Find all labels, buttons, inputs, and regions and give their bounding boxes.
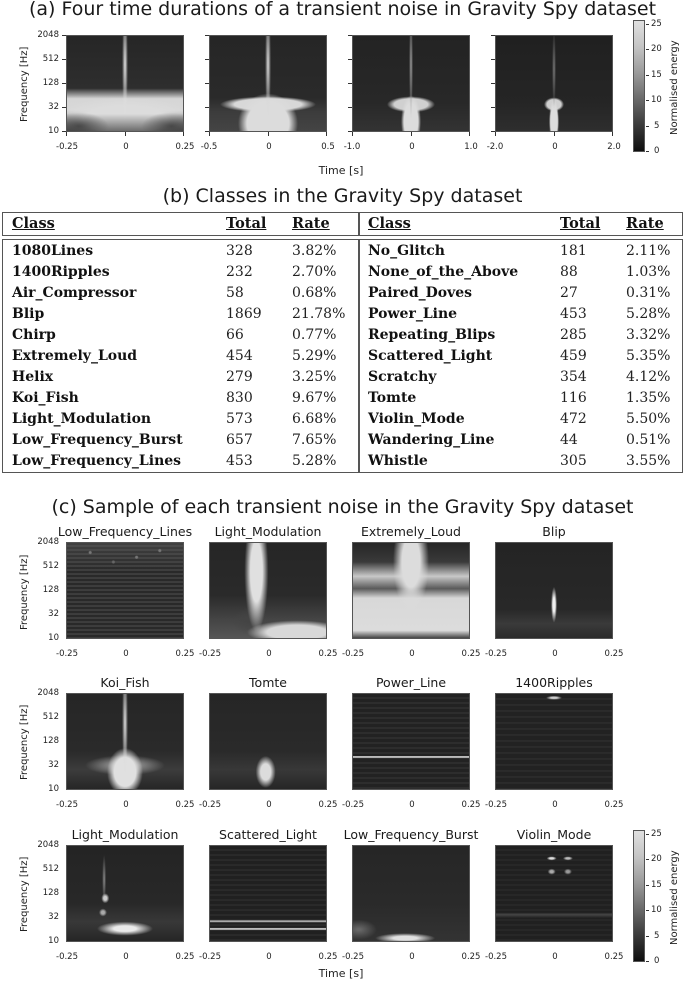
xtick: 1.0 bbox=[464, 142, 478, 152]
spectrogram-1400ripples bbox=[495, 693, 613, 790]
panel-title: Low_Frequency_Lines bbox=[57, 524, 193, 539]
spectrogram-tomte bbox=[209, 693, 327, 790]
header-total-right: Total bbox=[560, 215, 601, 232]
header-class-left: Class bbox=[12, 215, 55, 232]
colorbar-c-label: Normalised energy bbox=[669, 850, 680, 945]
colorbar-tick: 10 bbox=[651, 95, 662, 105]
colorbar-tick: 0 bbox=[654, 956, 660, 966]
panel-title: Light_Modulation bbox=[214, 524, 322, 539]
xtick: 0.5 bbox=[321, 142, 335, 152]
colorbar-tick: 20 bbox=[651, 854, 662, 864]
spectrogram-a3 bbox=[352, 35, 470, 132]
spectrogram-scattered-light bbox=[209, 845, 327, 942]
ytick: 32 bbox=[48, 102, 59, 112]
panel-title: Tomte bbox=[249, 675, 287, 690]
panel-title: Koi_Fish bbox=[100, 675, 150, 690]
colorbar-tick: 10 bbox=[651, 905, 662, 915]
section-c-title: (c) Sample of each transient noise in the Gravity Spy dataset bbox=[51, 496, 634, 518]
section-c-row1-ylabel: Frequency [Hz] bbox=[19, 554, 30, 630]
spectrogram-koi-fish bbox=[66, 693, 184, 790]
header-rate-left: Rate bbox=[292, 215, 330, 232]
xtick: 0.25 bbox=[175, 142, 195, 152]
spectrogram-a2 bbox=[209, 35, 327, 132]
panel-title: 1400Ripples bbox=[515, 675, 593, 690]
section-c-row3-ylabel: Frequency [Hz] bbox=[19, 856, 30, 932]
spectrogram-blip bbox=[495, 542, 613, 639]
header-class-right: Class bbox=[368, 215, 411, 232]
xtick: -2.0 bbox=[486, 142, 504, 152]
section-c-row2-ylabel: Frequency [Hz] bbox=[19, 704, 30, 780]
section-a-xlabel: Time [s] bbox=[318, 164, 364, 177]
xtick: 0 bbox=[409, 142, 415, 152]
xtick: -1.0 bbox=[343, 142, 361, 152]
colorbar-a-label: Normalised energy bbox=[669, 40, 680, 135]
panel-title: Violin_Mode bbox=[516, 827, 592, 842]
colorbar-tick: 5 bbox=[654, 931, 660, 941]
spectrogram-low-frequency-lines bbox=[66, 542, 184, 639]
spectrogram-power-line bbox=[352, 693, 470, 790]
colorbar-tick: 15 bbox=[651, 70, 662, 80]
xtick: 0 bbox=[123, 142, 129, 152]
xtick: 2.0 bbox=[607, 142, 621, 152]
spectrogram-low-frequency-burst bbox=[352, 845, 470, 942]
panel-title: Light_Modulation bbox=[71, 827, 179, 842]
spectrogram-extremely-loud bbox=[352, 542, 470, 639]
spectrogram-a4 bbox=[495, 35, 613, 132]
section-a-title: (a) Four time durations of a transient noise in Gravity Spy dataset bbox=[28, 0, 657, 20]
spectrogram-a1 bbox=[66, 35, 184, 132]
xtick: 0 bbox=[266, 142, 272, 152]
spectrogram-light-modulation-2 bbox=[66, 845, 184, 942]
colorbar-a bbox=[633, 20, 645, 152]
colorbar-tick: 0 bbox=[654, 146, 660, 156]
section-a-ylabel: Frequency [Hz] bbox=[19, 46, 30, 122]
ytick: 512 bbox=[42, 54, 59, 64]
colorbar-tick: 15 bbox=[651, 880, 662, 890]
panel-title: Scattered_Light bbox=[219, 827, 317, 842]
ytick: 2048 bbox=[37, 30, 59, 40]
spectrogram-light-modulation bbox=[209, 542, 327, 639]
colorbar-tick: 20 bbox=[651, 44, 662, 54]
colorbar-c bbox=[633, 830, 645, 962]
ytick: 10 bbox=[48, 126, 59, 136]
header-total-left: Total bbox=[226, 215, 267, 232]
ytick: 128 bbox=[42, 78, 59, 88]
xtick: 0 bbox=[552, 142, 558, 152]
section-c-xlabel: Time [s] bbox=[318, 967, 364, 980]
panel-title: Power_Line bbox=[375, 675, 447, 690]
colorbar-tick: 25 bbox=[651, 19, 662, 29]
xtick: -0.25 bbox=[56, 142, 78, 152]
header-rate-right: Rate bbox=[626, 215, 664, 232]
colorbar-tick: 5 bbox=[654, 121, 660, 131]
spectrogram-violin-mode bbox=[495, 845, 613, 942]
section-b-title: (b) Classes in the Gravity Spy dataset bbox=[162, 185, 523, 207]
panel-title: Blip bbox=[542, 524, 566, 539]
panel-title: Extremely_Loud bbox=[361, 524, 461, 539]
colorbar-tick: 25 bbox=[651, 829, 662, 839]
xtick: -0.5 bbox=[200, 142, 218, 152]
panel-title: Low_Frequency_Burst bbox=[343, 827, 479, 842]
